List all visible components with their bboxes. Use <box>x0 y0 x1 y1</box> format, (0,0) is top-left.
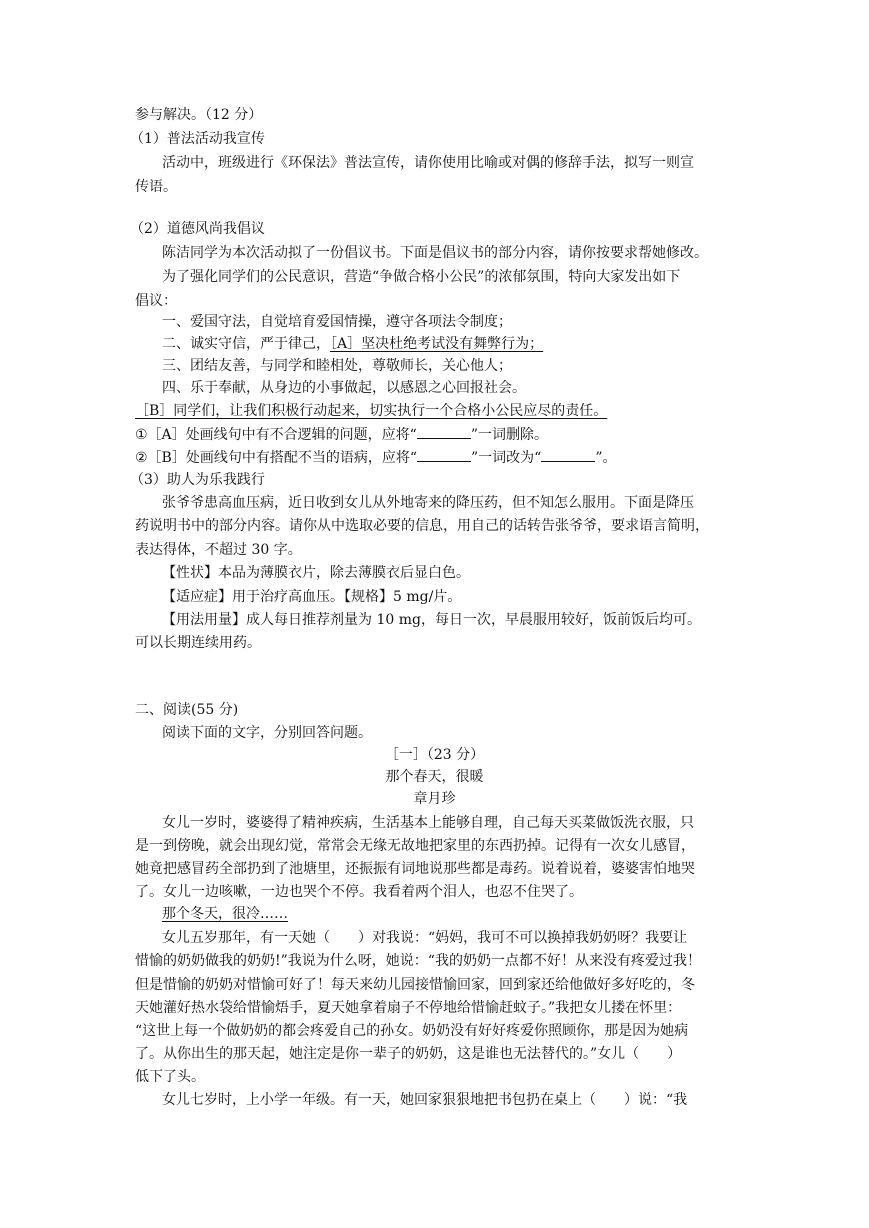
text-line: 但是惜愉的奶奶对惜愉可好了！每天来幼儿园接惜愉回家，回到家还给他做好多好吃的，冬 <box>135 977 695 993</box>
text-line: 惜愉的奶奶做我的奶奶!”我说为什么呀，她说：“我的奶奶一点都不好！从来没有疼爱过我！ <box>135 953 701 969</box>
text-span: ”。 <box>595 450 617 466</box>
passage-author: 章月珍 <box>413 791 456 807</box>
subheading: （2）道德风尚我倡议 <box>130 221 265 237</box>
text-line: 倡议： <box>135 293 177 309</box>
text-line: 三、团结友善，与同学和睦相处，尊敬师长，关心他人； <box>162 358 512 374</box>
question-line <box>135 447 617 468</box>
text-line: 四、乐于奉献，从身边的小事做起，以感恩之心回报社会。 <box>162 380 526 396</box>
subheading: （3）助人为乐我践行 <box>130 472 265 488</box>
underlined-sentence-b: ［B］同学们，让我们积极行动起来，切实执行一个合格小公民应尽的责任。 <box>135 403 608 419</box>
text-span: ”一词改为“ <box>471 450 542 466</box>
text-line: 药说明书中的部分内容。请你从中选取必要的信息，用自己的话转告张爷爷，要求语言简明， <box>135 518 709 534</box>
text-span: ①［A］处画线句中有不合逻辑的问题，应将“ <box>135 427 417 443</box>
text-line: 低下了头。 <box>135 1069 205 1085</box>
text-line: 【适应症】用于治疗高血压。【规格】5 mg/片。 <box>162 589 462 605</box>
text-line: 女儿七岁时，上小学一年级。有一天，她回家狠狠地把书包扔在桌上（ ）说：“我 <box>162 1092 688 1108</box>
text-line: 阅读下面的文字，分别回答问题。 <box>162 725 372 741</box>
text-line: 女儿一岁时，婆婆得了精神疾病，生活基本上能够自理，自己每天买菜做饭洗衣服，只 <box>162 815 694 831</box>
answer-blank[interactable] <box>417 447 471 462</box>
text-line: 【性状】本品为薄膜衣片，除去薄膜衣后显白色。 <box>162 565 470 581</box>
question-line <box>135 424 548 445</box>
text-line: 活动中，班级进行《环保法》普法宣传，请你使用比喻或对偶的修辞手法，拟写一则宣 <box>162 155 694 171</box>
text-line: 她竟把感冒药全部扔到了池塘里，还振振有词地说那些都是毒药。说着说着，婆婆害怕地哭 <box>135 861 695 877</box>
underlined-sentence: 那个冬天，很冷…… <box>162 906 288 922</box>
text-line: 了。从你出生的那天起，她注定是你一辈子的奶奶，这是谁也无法替代的。”女儿（ ） <box>135 1046 682 1062</box>
text-line: 表达得体，不超过 30 字。 <box>135 542 302 558</box>
text-line: 了。女儿一边咳嗽，一边也哭个不停。我看着两个泪人，也忍不住哭了。 <box>135 884 583 900</box>
text-line <box>162 334 543 354</box>
text-span: ”一词删除。 <box>470 427 548 443</box>
answer-blank[interactable] <box>541 447 595 462</box>
text-line: 参与解决。（12 分） <box>135 107 263 123</box>
passage-number: ［一］（23 分） <box>384 747 485 763</box>
text-span: ②［B］处画线句中有搭配不当的语病，应将“ <box>135 450 417 466</box>
text-span: 二、诚实守信，严于律己， <box>162 336 330 352</box>
text-line: 一、爱国守法，自觉培育爱国情操，遵守各项法令制度； <box>162 314 512 330</box>
text-line: 是一到傍晚，就会出现幻觉，常常会无缘无故地把家里的东西扔掉。记得有一次女儿感冒， <box>135 838 695 854</box>
text-line: 【用法用量】成人每日推荐剂量为 10 mg，每日一次，早晨服用较好，饭前饭后均可。 <box>162 612 701 628</box>
underlined-sentence-a: ［A］坚决杜绝考试没有舞弊行为； <box>330 336 544 352</box>
text-line: 天她灌好热水袋给惜愉焐手，夏天她拿着扇子不停地给惜愉赶蚊子。”我把女儿搂在怀里： <box>135 1000 682 1016</box>
answer-blank[interactable] <box>417 424 471 439</box>
text-line: 女儿五岁那年，有一天她（ ）对我说：“妈妈，我可不可以换掉我奶奶呀？我要让 <box>162 930 688 946</box>
text-line: “这世上每一个做奶奶的都会疼爱自己的孙女。奶奶没有好好疼爱你照顾你，那是因为她病 <box>135 1023 689 1039</box>
text-line: 陈洁同学为本次活动拟了一份倡议书。下面是倡议书的部分内容，请你按要求帮她修改。 <box>162 245 708 261</box>
section-heading: 二、阅读(55 分) <box>135 702 239 718</box>
text-line: 可以长期连续用药。 <box>135 635 261 651</box>
text-line: 张爷爷患高血压病，近日收到女儿从外地寄来的降压药，但不知怎么服用。下面是降压 <box>162 495 694 511</box>
passage-title: 那个春天，很暖 <box>385 769 484 785</box>
subheading: （1）普法活动我宣传 <box>130 131 265 147</box>
text-line: 传语。 <box>135 179 177 195</box>
text-line: 为了强化同学们的公民意识，营造“争做合格小公民”的浓郁氛围，特向大家发出如下 <box>162 269 681 285</box>
